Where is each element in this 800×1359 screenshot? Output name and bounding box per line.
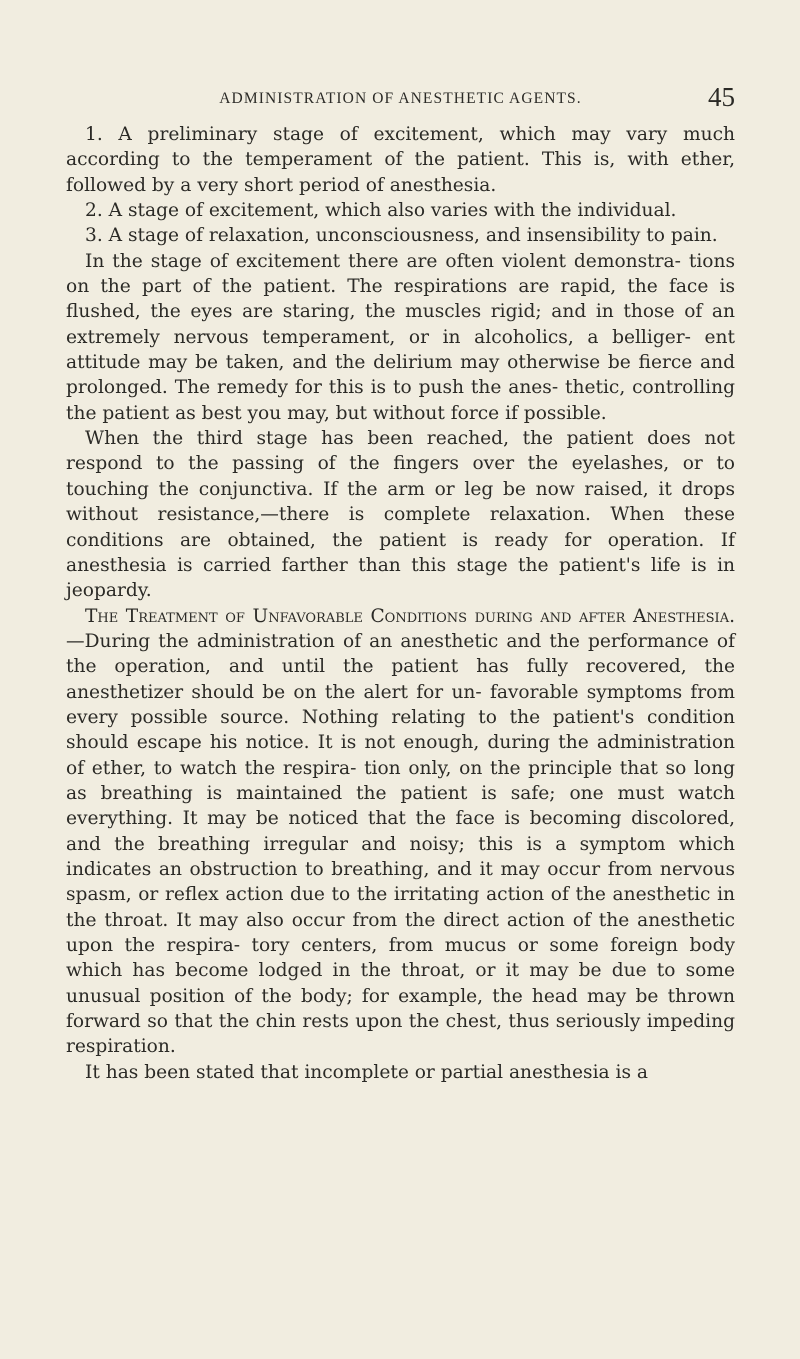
running-title: ADMINISTRATION OF ANESTHETIC AGENTS. xyxy=(219,90,582,107)
section-heading: The Treatment of Unfavorable Conditions during and after Anesthesia. xyxy=(85,605,735,627)
page-number: 45 xyxy=(708,82,735,112)
paragraph-treatment-section xyxy=(66,604,735,1060)
running-header xyxy=(66,82,735,122)
paragraph-third-stage: When the third stage has been reached, the patient does not respond to the passing of the fingers over the eyelashes, or to touching the conjunctiva. If the arm or leg be now raised, it drops without resistance,—there is complete relaxation. When these conditions are obtained, the patient is ready for operation. If anesthesia is carried farther than this stage the patient's life is in jeopardy. xyxy=(66,428,735,602)
paragraph-stage-3: 3. A stage of relaxation, unconsciousness, and insensibility to pain. xyxy=(85,225,718,247)
paragraph-partial-anesthesia: It has been stated that incomplete or partial anesthesia is a xyxy=(85,1061,648,1083)
section-text: —During the administration of an anesthetic and the performance of the operation, and until the patient has fully recovered, the anesthetizer should be on the alert for un- favorable symptoms from every possible source. Nothing relating to the patient's condition should escape his notice. It is not enough, during the administration of ether, to watch the respira- tion only, on the principle that so long as breathing is maintained the patient is safe; one must watch everything. It may be noticed that the face is becoming discolored, and the breathing irregular and noisy; this is a symptom which indicates an obstruction to breathing, and it may occur from nervous spasm, or reflex action due to the irritating action of the anesthetic in the throat. It may also occur from the direct action of the anesthetic upon the respira- tory centers, from mucus or some foreign body which has become lodged in the throat, or it may be due to some unusual position of the body; for example, the head may be thrown forward so that the chin rests upon the chest, thus seriously impeding respiration. xyxy=(66,630,735,1058)
paragraph-excitement: In the stage of excitement there are often violent demonstra- tions on the part of the patient. The respirations are rapid, the face is flushed, the eyes are staring, the muscles rigid; and in those of an extremely nervous temperament, or in alcoholics, a belliger- ent attitude may be taken, and the delirium may otherwise be fierce and prolonged. The remedy for this is to push the anes- thetic, controlling the patient as best you may, but without force if possible. xyxy=(66,250,735,424)
paragraph-stage-2: 2. A stage of excitement, which also varies with the individual. xyxy=(85,200,677,222)
body-text xyxy=(66,122,735,1085)
paragraph-stage-1: 1. A preliminary stage of excitement, which may vary much according to the temperament of the patient. This is, with ether, followed by a very short period of anesthesia. xyxy=(66,124,735,196)
